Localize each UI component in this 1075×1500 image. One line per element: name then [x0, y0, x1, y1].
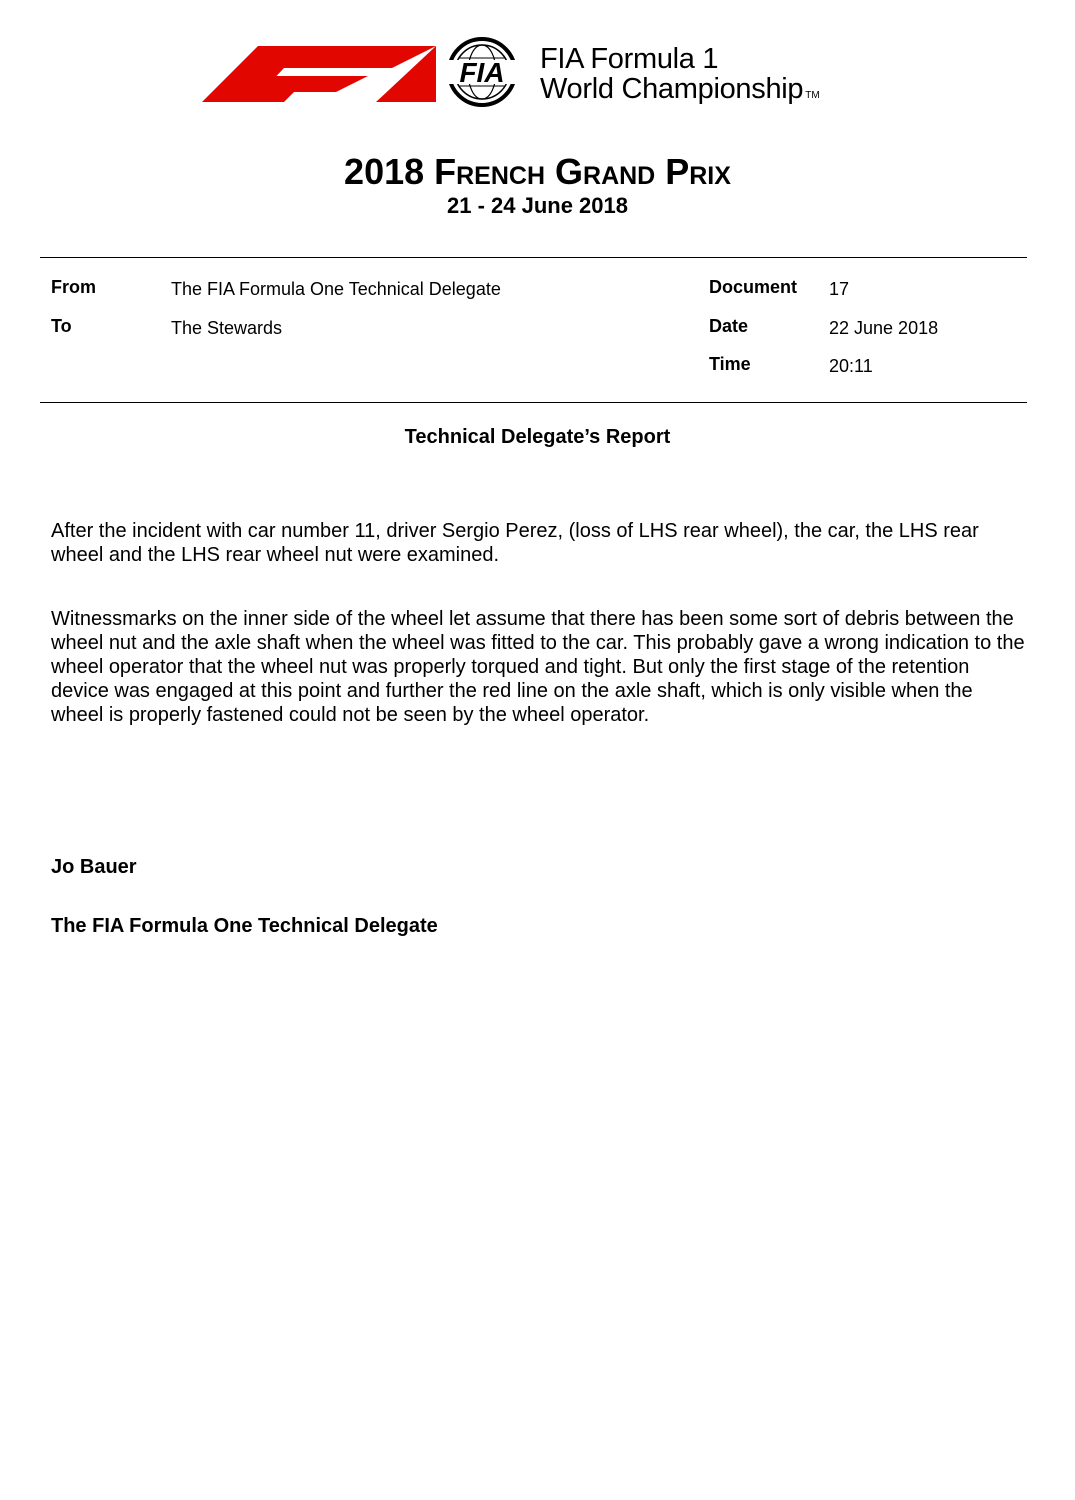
wordmark-line-2 — [540, 74, 820, 111]
trademark-mark: TM — [805, 90, 820, 101]
report-title: Technical Delegate’s Report — [404, 426, 671, 448]
signatory-name: Jo Bauer — [51, 856, 137, 878]
time-value: 20:11 — [829, 356, 873, 376]
divider-top — [40, 257, 1027, 258]
header-logo — [200, 36, 890, 116]
date-label: Date — [709, 316, 749, 336]
time-label: Time — [709, 354, 751, 374]
report-paragraph-1: After the incident with car number 11, driver Sergio Perez, (loss of LHS rear wheel), the car, the LHS rear wheel and the LHS rear wheel nut were examined. — [51, 520, 979, 566]
document-label: Document — [709, 277, 798, 297]
date-value: 22 June 2018 — [829, 318, 939, 338]
from-label: From — [51, 277, 96, 297]
event-dates: 21 - 24 June 2018 — [446, 193, 628, 218]
f1-logo-icon — [200, 40, 440, 104]
event-title: 2018 French Grand Prix — [344, 151, 731, 192]
fia-seal-icon — [432, 36, 532, 108]
from-value: The FIA Formula One Technical Delegate — [171, 279, 501, 299]
to-value: The Stewards — [171, 318, 283, 338]
to-label: To — [51, 316, 72, 336]
report-paragraph-2: Witnessmarks on the inner side of the wheel let assume that there has been some sort of debris between the wheel nut and the axle shaft when the wheel was fitted to the car. This probably gave a wrong indication to the wheel operator that the wheel nut was properly torqued and tight. But only the first stage of the retention device was engaged at this point and further the red line on the axle shaft, which is only visible when the wheel is properly fastened could not be seen by the wheel operator. — [51, 608, 1025, 726]
wordmark-line-2-text: World Championship — [540, 73, 804, 105]
fia-wordmark — [540, 44, 820, 111]
document-value: 17 — [829, 279, 850, 299]
fia-seal-text: FIA — [459, 57, 505, 88]
wordmark-line-1: FIA Formula 1 — [540, 43, 719, 75]
signatory-role: The FIA Formula One Technical Delegate — [51, 915, 438, 937]
divider-bottom — [40, 402, 1027, 403]
